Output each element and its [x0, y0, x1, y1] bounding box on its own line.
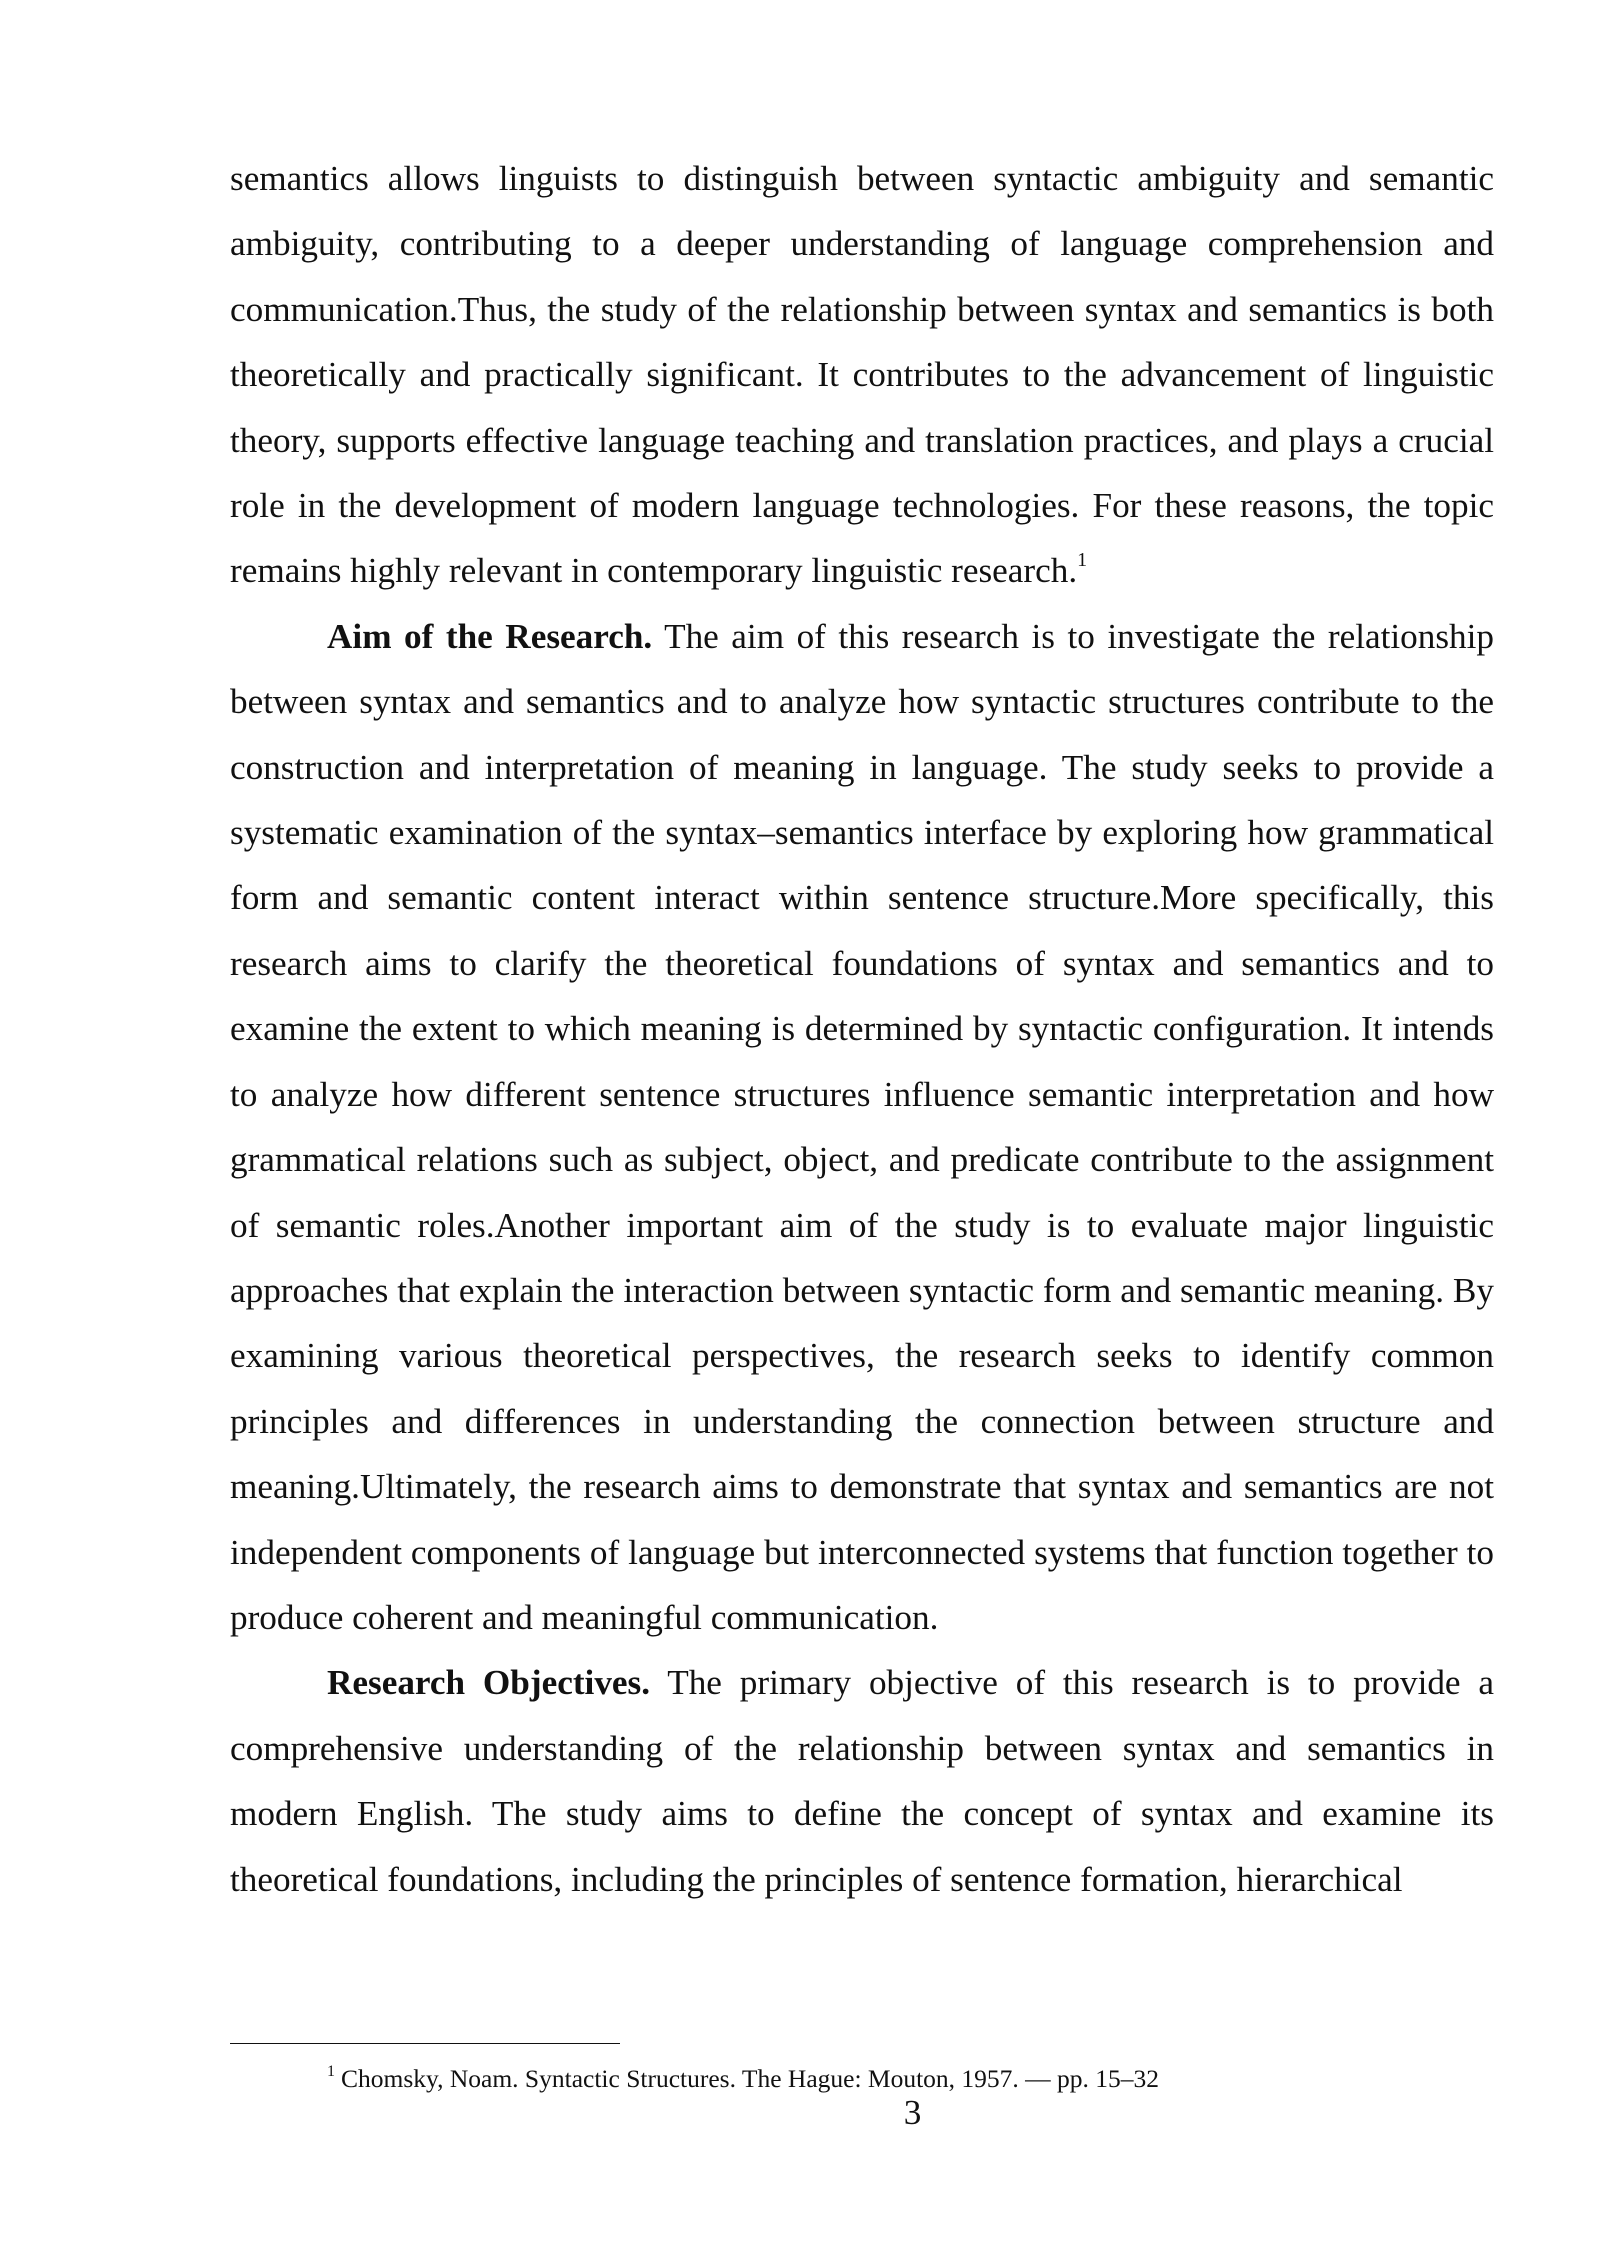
footnote-reference[interactable]: 1	[1077, 548, 1088, 571]
paragraph-objectives	[230, 1650, 1494, 1912]
footnote-separator	[230, 2043, 620, 2044]
paragraph-text: The primary objective of this research is to provide a comprehensive understanding of the relationship between syntax and semantics in modern English. The study aims to define the concept of syntax and examine its theoretical foundations, including the principles of sentence formation, hierarchical	[230, 1663, 1494, 1899]
section-heading-objectives: Research Objectives.	[327, 1663, 651, 1703]
footnote-marker: 1	[327, 2062, 335, 2080]
page-number: 3	[903, 2093, 922, 2132]
section-heading-aim: Aim of the Research.	[327, 616, 653, 656]
paragraph-text: The aim of this research is to investigate the relationship between syntax and semantics and to analyze how syntactic structures contribute to the construction and interpretation of meaning in language. The study seeks to provide a systematic examination of the syntax–semantics interface by exploring how grammatical form and semantic content interact within sentence structure.More specifically, this research aims to clarify the theoretical foundations of syntax and semantics and to examine the extent to which meaning is determined by syntactic configuration. It intends to analyze how different sentence structures influence semantic interpretation and how grammatical relations such as subject, object, and predicate contribute to the assignment of semantic roles.Another important aim of the study is to evaluate major linguistic approaches that explain the interaction between syntactic form and semantic meaning. By examining various theoretical perspectives, the research seeks to identify common principles and differences in understanding the connection between structure and meaning.Ultimately, the research aims to demonstrate that syntax and semantics are not independent components of language but interconnected systems that function together to produce coherent and meaningful communication.	[230, 616, 1494, 1637]
paragraph-aim	[230, 604, 1494, 1651]
footnote-text: Chomsky, Noam. Syntactic Structures. The Hague: Mouton, 1957. — pp. 15–32	[341, 2064, 1160, 2093]
paragraph-text: semantics allows linguists to distinguish between syntactic ambiguity and semantic ambiguity, contributing to a deeper understanding of language comprehension and communication.Thus, the study of the relationship between syntax and semantics is both theoretically and practically significant. It contributes to the advancement of linguistic theory, supports effective language teaching and translation practices, and plays a crucial role in the development of modern language technologies. For these reasons, the topic remains highly relevant in contemporary linguistic research.	[230, 159, 1494, 591]
footnote	[327, 2063, 1159, 2095]
paragraph-intro-continuation	[230, 146, 1494, 604]
body-text	[230, 146, 1494, 1912]
